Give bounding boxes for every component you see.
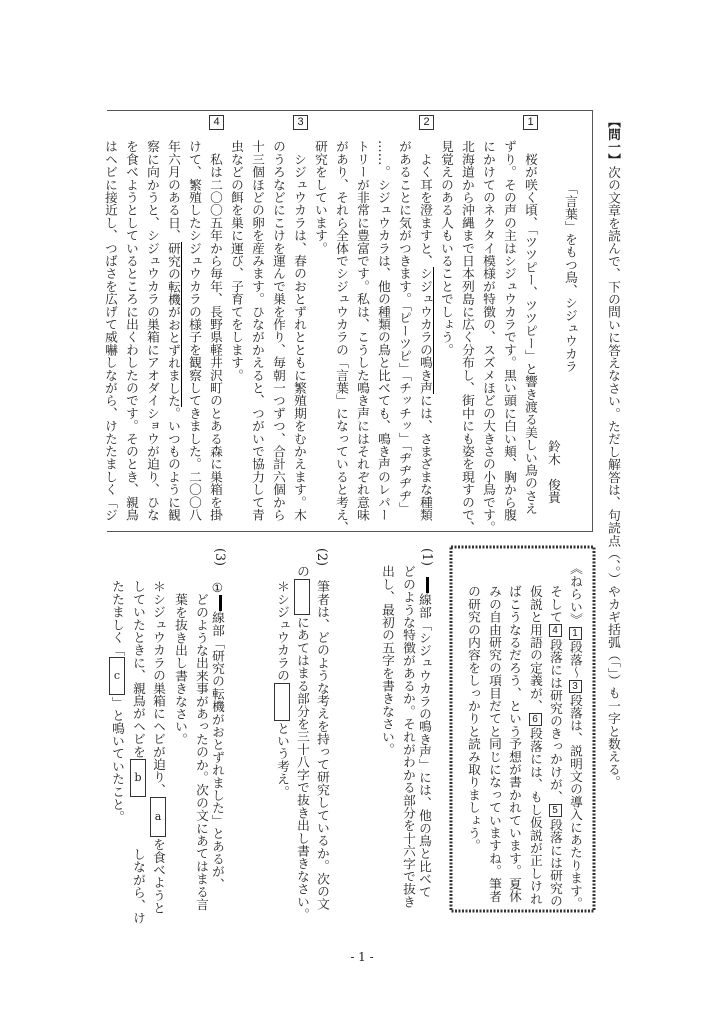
article-line: 北海道から沖縄まで日本列島に広く分布し、街中にも姿を現すので、	[460, 140, 475, 534]
answer-blank[interactable]	[274, 683, 290, 721]
blank-c[interactable]: c	[109, 657, 125, 695]
sideline-mark-icon	[219, 595, 222, 611]
paragraph-ref: 3	[569, 680, 582, 693]
text: そして	[548, 585, 563, 624]
text: たたましく「	[110, 580, 125, 657]
q3-line	[132, 580, 146, 924]
q3-line: 葉を抜き出し書きなさい。	[173, 593, 188, 746]
q1-label: (1)	[420, 548, 435, 566]
q1-line: 出し、最初の五字を書きなさい。	[380, 565, 395, 756]
paragraph-ref: 5	[549, 804, 562, 817]
article-line: 私は二〇〇五年から毎年、長野県軽井沢町のとある森に巣箱を掛	[208, 140, 223, 521]
article-line: トリーが非常に豊富です。私は、こうした鳴き声にはそれぞれ意味	[355, 140, 370, 521]
article-line	[166, 140, 180, 521]
text: 」と鳴いていたこと。	[110, 696, 125, 824]
article-line: を食べようとしているところに出くわしたのです。そのとき、親鳥	[124, 140, 139, 521]
article-line: 桜が咲く頃、「ツツピー、ツツピー」と響き渡る美しい鳥のさえ	[523, 140, 538, 515]
article-line: があり、それら全体でシジュウカラの「言葉」になっていると考え、	[334, 140, 349, 534]
text: という考え。	[275, 721, 290, 798]
answer-blank[interactable]	[294, 579, 310, 615]
text: 段落は、説明文の導入にあたります。	[568, 693, 583, 910]
article-line: けて、繁殖したシジュウカラの様子を観察してきました。二〇〇八	[187, 140, 202, 521]
paragraph-number-2: 2	[419, 115, 434, 130]
paragraph-number-3: 3	[293, 115, 308, 130]
text: 線部「シジュウカラの鳴き声」には、他の鳥と比べて	[417, 593, 432, 898]
article-line: があることに気がつきます。「ピーツピ」「チッチッ」「ヂヂヂヂ」	[397, 140, 412, 515]
nerai-line	[568, 562, 582, 910]
article-line: ずり。その声の主はシジュウカラです。黒い頭に白い頬、胸から腹	[502, 140, 517, 521]
paragraph-number-1: 1	[523, 115, 538, 130]
q2-label: (2)	[315, 548, 330, 566]
text: 線部「研究の転機がおとずれました」とあるが、	[210, 611, 225, 891]
q2-line: 筆者は、どのような考えを持って研究しているか。次の文	[315, 580, 330, 911]
text: ＊シジュウカラの巣箱にヘビが迫り、	[151, 580, 166, 796]
paragraph-ref: 6	[529, 713, 542, 726]
article-line: ……。シジュウカラは、他の種類の鳥と比べても、鳴き声のレパー	[376, 140, 391, 521]
sub-question-number: ①	[210, 580, 225, 595]
instruction-text: 次の文章を読んで、下の問いに答えなさい。ただし解答は、句読点（、。）やカギ括弧（「」）も一字と数える。	[606, 165, 621, 789]
article-line: はヘビに接近し、つばさを広げて威嚇しながら、けたたましく「ジ	[103, 140, 118, 521]
page-number: - 1 -	[350, 950, 374, 964]
q3-label: (3)	[213, 548, 228, 566]
nerai-line: みの自由研究の項目だてと同じになっていますね。筆者	[487, 585, 502, 903]
article-line: 研究をしています。	[313, 140, 328, 255]
text: 段落〜	[568, 640, 583, 679]
nerai-line	[548, 585, 562, 907]
nerai-line: の研究の内容をしっかりと読み取りましょう。	[466, 585, 481, 852]
text: よく耳を澄ますと、	[418, 140, 433, 267]
text: 。いつものように観	[166, 406, 181, 522]
q3-line	[210, 580, 227, 891]
underlined-phrase-2: 研究の転機がおとずれました	[166, 241, 181, 407]
q3-line	[152, 580, 166, 914]
q3-line: どのような出来事があったのか。次の文にあてはまる言	[194, 593, 209, 911]
nerai-line	[528, 585, 542, 905]
article-author: 鈴木 俊貴	[546, 440, 561, 504]
text: にあてはまる部分を三十八字で抜き出し書きなさい。	[295, 615, 310, 921]
paragraph-ref: 1	[569, 627, 582, 640]
text: ＊シジュウカラの	[275, 580, 290, 682]
article-line: 察に向かうと、シジュウカラの巣箱にアオダイショウが迫り、ひな	[145, 140, 160, 521]
article-line: にかけてのネクタイ模様が特徴の、スズメほどの大きさの小鳥です。	[481, 140, 496, 534]
article-line	[418, 140, 432, 521]
text: の	[295, 565, 310, 578]
article-line: のうろなどにこけを運んで巣を作り、毎朝一つずつ、合計六個から	[271, 140, 286, 521]
underlined-phrase-1: シジュウカラの鳴き声	[418, 267, 433, 394]
q1-line	[417, 577, 434, 898]
article-line: シジュウカラは、春のおとずれとともに繁殖期をむかえます。木	[292, 140, 307, 521]
q2-line	[276, 580, 290, 798]
q2-line	[296, 565, 310, 921]
nerai-label: 《ねらい》	[568, 562, 583, 626]
nerai-line: ばこうなるだろう、という予想が書かれています。夏休	[507, 585, 522, 903]
text: 年六月のある日、	[166, 140, 181, 242]
question-label: 【問一】	[606, 115, 621, 166]
sideline-mark-icon	[426, 577, 429, 593]
text: 仮説と用語の定義が、	[528, 585, 543, 712]
blank-a[interactable]: a	[150, 797, 166, 837]
text: を食べようと	[151, 837, 166, 915]
article-title: 「言葉」をもつ鳥、シジュウカラ	[563, 182, 578, 373]
text: 段落には研究のきっかけが、	[548, 638, 563, 804]
text: しながら、け	[131, 847, 146, 925]
paragraph-ref: 4	[549, 624, 562, 637]
text: には、さまざまな種類	[418, 394, 433, 521]
paragraph-number-4: 4	[209, 115, 224, 130]
text: 段落には、もし仮説が正しけれ	[528, 727, 543, 905]
article-line: 十三個ほどの卵を産みます。ひながかえると、つがいで協力して青	[250, 140, 265, 521]
instruction	[606, 115, 620, 788]
text: していたときに、親鳥がヘビを	[131, 580, 146, 758]
q3-line	[111, 580, 125, 823]
article-line: 虫などの餌を巣に運び、子育てをします。	[229, 140, 244, 382]
text: 段落には研究の	[548, 818, 563, 908]
article-line: 見覚えのある人もいることでしょう。	[439, 140, 454, 356]
blank-b[interactable]: b	[130, 759, 146, 797]
q1-line: どのような特徴があるか。それがわかる部分を十六字で抜き	[401, 565, 416, 908]
